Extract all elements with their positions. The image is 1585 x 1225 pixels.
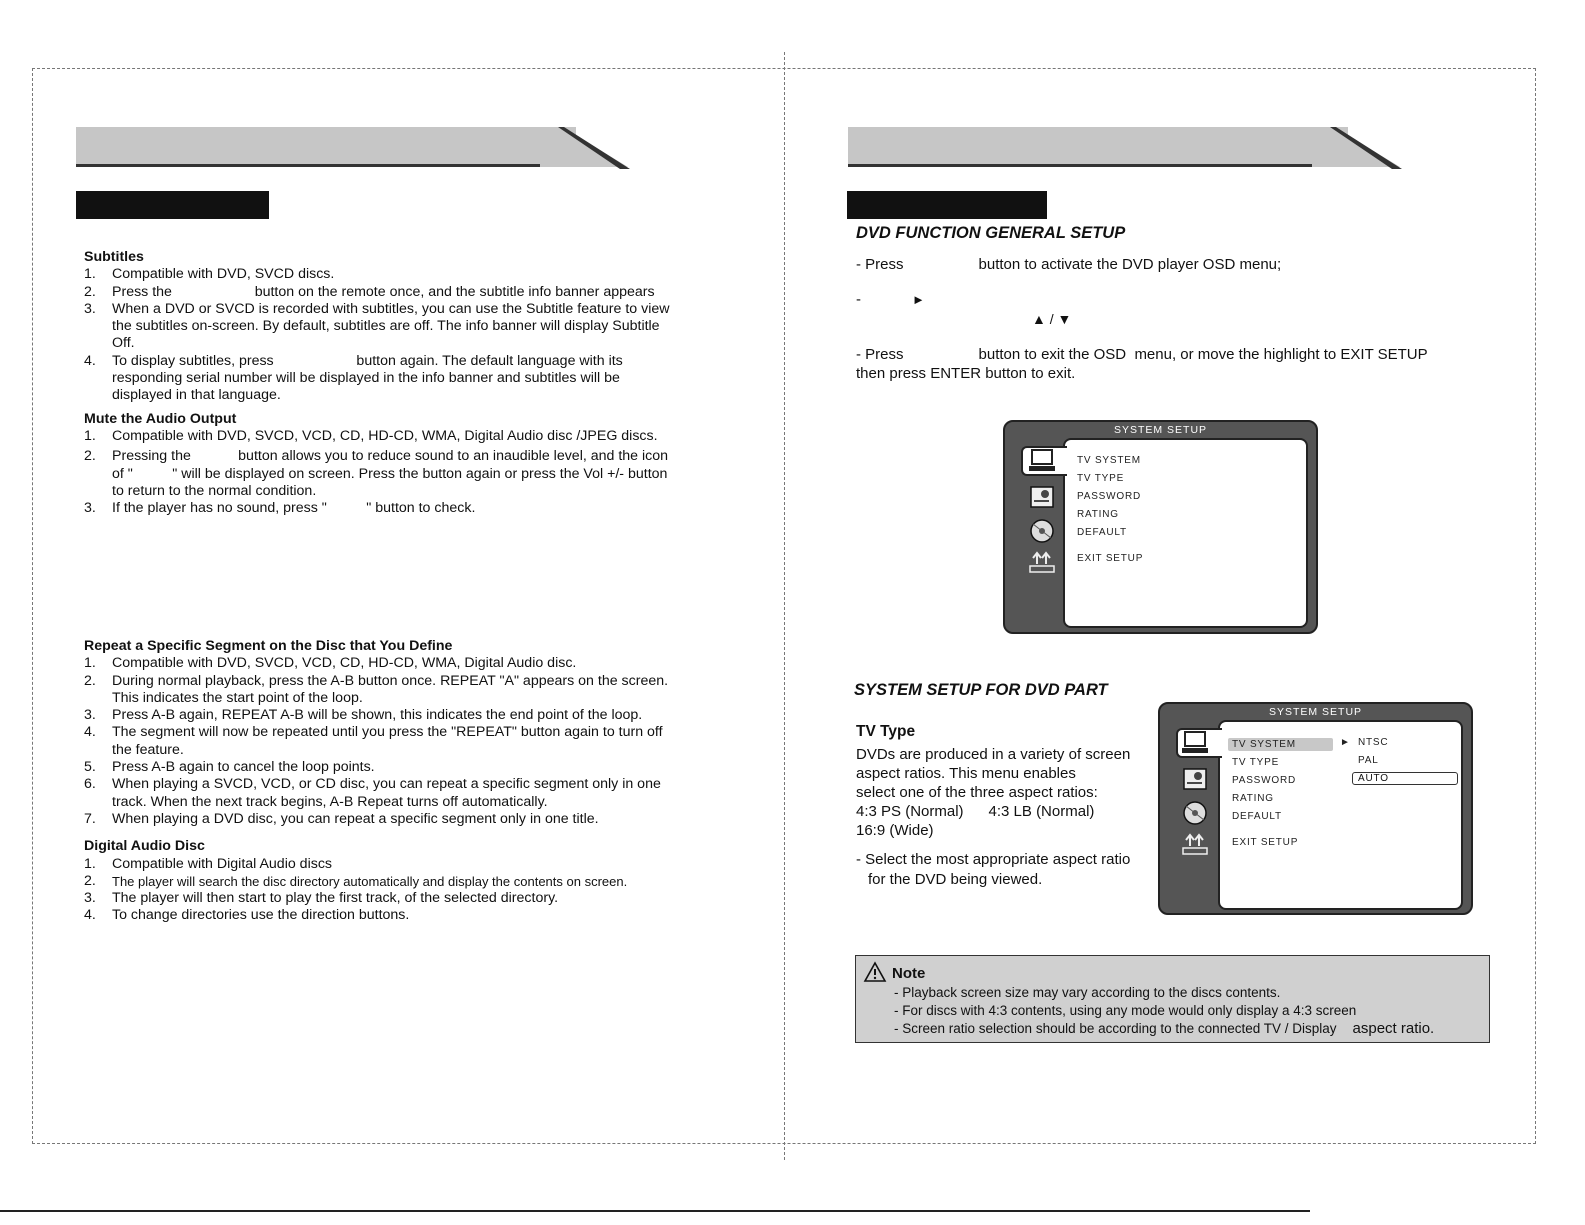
note-box: [855, 955, 1490, 1043]
osd-item-rating[interactable]: RATING: [1077, 509, 1119, 520]
list-item: 2. The player will search the disc directory automatically and display the contents on screen.: [84, 872, 628, 889]
list-item: 1. Compatible with Digital Audio discs: [84, 855, 333, 872]
repeat-list: [84, 655, 682, 828]
list-item: 2. Press the button on the remote once, and the subtitle info banner appears: [84, 283, 655, 300]
select-aspect-line: - Select the most appropriate aspect ratio: [856, 851, 1131, 868]
list-item: 3. When a DVD or SVCD is recorded with subtitles, you can use the Subtitle feature to view the subtitles on-screen. By default, subtitles are off. The info banner will display Subtitle Off.: [84, 300, 670, 352]
osd-menu-list: [1077, 452, 1143, 568]
list-item: 4. To change directories use the direction buttons.: [84, 907, 410, 924]
left-banner-corner: [540, 125, 640, 169]
osd-item-exit-setup[interactable]: EXIT SETUP: [1232, 837, 1299, 848]
right-header-banner: [848, 127, 1348, 167]
disc-icon: [1027, 518, 1057, 544]
subtitles-heading: Subtitles: [84, 249, 144, 265]
osd-tv-type-menu: [1158, 702, 1473, 915]
osd-item-default[interactable]: DEFAULT: [1232, 811, 1282, 822]
disc-icon: [1180, 800, 1210, 826]
right-banner-corner: [1312, 125, 1412, 169]
note-line: - Screen ratio selection should be according to the connected TV / Display aspect ratio.: [894, 1020, 1435, 1037]
mute-heading: Mute the Audio Output: [84, 410, 237, 427]
osd-item-exit-setup[interactable]: EXIT SETUP: [1077, 553, 1144, 564]
list-item: 4. To display subtitles, press button again. The default language with its responding serial number will be displayed in the info banner and subtitles will be displayed in that language.: [84, 352, 627, 404]
osd-options-list: [1358, 734, 1388, 770]
list-item: 3. The player will then start to play the first track, of the selected directory.: [84, 890, 559, 907]
osd-system-setup-menu: [1003, 420, 1318, 634]
osd-item-password[interactable]: PASSWORD: [1232, 775, 1296, 786]
warning-icon: [863, 961, 887, 983]
left-header-banner: [76, 127, 576, 167]
monitor-icon: [1027, 448, 1057, 474]
osd-item-tv-type[interactable]: TV TYPE: [1232, 757, 1280, 768]
right-arrow-icon: ►: [912, 292, 925, 307]
note-title: Note: [892, 965, 926, 982]
list-item: 3. Press A-B again, REPEAT A-B will be shown, this indicates the end point of the loop.: [84, 707, 643, 724]
system-setup-title: SYSTEM SETUP FOR DVD PART: [854, 681, 1108, 699]
repeat-heading: Repeat a Specific Segment on the Disc that You Define: [84, 638, 453, 654]
center-fold-line: [784, 52, 785, 1160]
list-item: 2. During normal playback, press the A-B button once. REPEAT "A" appears on the screen. This indicates the start point of the loop.: [84, 672, 669, 706]
monitor-icon: [1180, 730, 1210, 756]
osd-option-auto[interactable]: AUTO: [1352, 772, 1458, 785]
settings-card-icon: [1180, 766, 1210, 792]
press-setup-line: - Press button to activate the DVD player OSD menu;: [856, 256, 1282, 273]
list-item: 1. Compatible with DVD, SVCD discs.: [84, 266, 335, 283]
note-lines: [894, 984, 1434, 1038]
list-item: 6. When playing a SVCD, VCD, or CD disc, you can repeat a specific segment only in one track. When the next track begins, A-B Repeat turns off automatically.: [84, 776, 661, 810]
note-line: - For discs with 4:3 contents, using any mode would only display a 4:3 screen: [894, 1003, 1357, 1018]
digital-list: [84, 856, 682, 925]
list-item: 4. The segment will now be repeated until you press the "REPEAT" button again to turn off the feature.: [84, 724, 663, 758]
tv-type-description: DVDs are produced in a variety of screen aspect ratios. This menu enables select one of the three aspect ratios: 4:3 PS (Normal) 4:3 LB (Normal) 16:9 (Wide): [856, 746, 1131, 839]
tv-type-heading: TV Type: [856, 723, 916, 740]
bottom-rule: [0, 1210, 1310, 1212]
osd-submenu-arrow-icon: ►: [1340, 737, 1350, 748]
subtitles-list: [84, 266, 682, 404]
settings-card-icon: [1027, 484, 1057, 510]
osd-option-ntsc[interactable]: NTSC: [1358, 737, 1389, 748]
left-section-bar: [76, 191, 269, 219]
exit-arrow-icon: [1180, 832, 1210, 858]
list-item: 3. If the player has no sound, press " " button to check.: [84, 500, 476, 517]
left-column: [84, 249, 682, 517]
general-setup-title: DVD FUNCTION GENERAL SETUP: [856, 224, 1126, 242]
digital-heading: Digital Audio Disc: [84, 838, 205, 855]
osd-item-default[interactable]: DEFAULT: [1077, 527, 1127, 538]
list-item: 2. Pressing the button allows you to reduce sound to an inaudible level, and the icon of " " will be displayed on screen. Press the button again or press the Vol +/- button to return to the normal condition.: [84, 448, 672, 499]
press-exit-line-2: then press ENTER button to exit.: [856, 365, 1076, 382]
osd-item-rating[interactable]: RATING: [1232, 793, 1274, 804]
dash-mark: -: [856, 291, 861, 308]
mute-list: [84, 428, 682, 517]
osd-item-tv-system[interactable]: TV SYSTEM: [1077, 455, 1141, 466]
osd-item-tv-type[interactable]: TV TYPE: [1077, 473, 1125, 484]
osd-option-pal[interactable]: PAL: [1358, 755, 1379, 766]
left-column-lower: [84, 638, 682, 925]
list-item: 1. Compatible with DVD, SVCD, VCD, CD, HD-CD, WMA, Digital Audio disc.: [84, 655, 577, 672]
note-line: - Playback screen size may vary according to the discs contents.: [894, 985, 1281, 1000]
osd-item-tv-system[interactable]: TV SYSTEM: [1232, 739, 1296, 750]
list-item: 5. Press A-B again to cancel the loop points.: [84, 759, 375, 776]
right-section-bar: [847, 191, 1047, 219]
list-item: 1. Compatible with DVD, SVCD, VCD, CD, HD-CD, WMA, Digital Audio disc /JPEG discs.: [84, 427, 658, 444]
osd-title: SYSTEM SETUP: [1113, 424, 1208, 436]
up-down-arrow-icon: ▲ / ▼: [1032, 311, 1072, 327]
osd-title: SYSTEM SETUP: [1268, 706, 1363, 718]
press-exit-line: - Press button to exit the OSD menu, or move the highlight to EXIT SETUP: [856, 346, 1428, 363]
exit-arrow-icon: [1027, 550, 1057, 576]
osd-menu-list: [1232, 736, 1298, 852]
list-item: 7. When playing a DVD disc, you can repeat a specific segment only in one title.: [84, 810, 599, 827]
select-aspect-line-2: for the DVD being viewed.: [868, 871, 1043, 888]
osd-item-password[interactable]: PASSWORD: [1077, 491, 1141, 502]
